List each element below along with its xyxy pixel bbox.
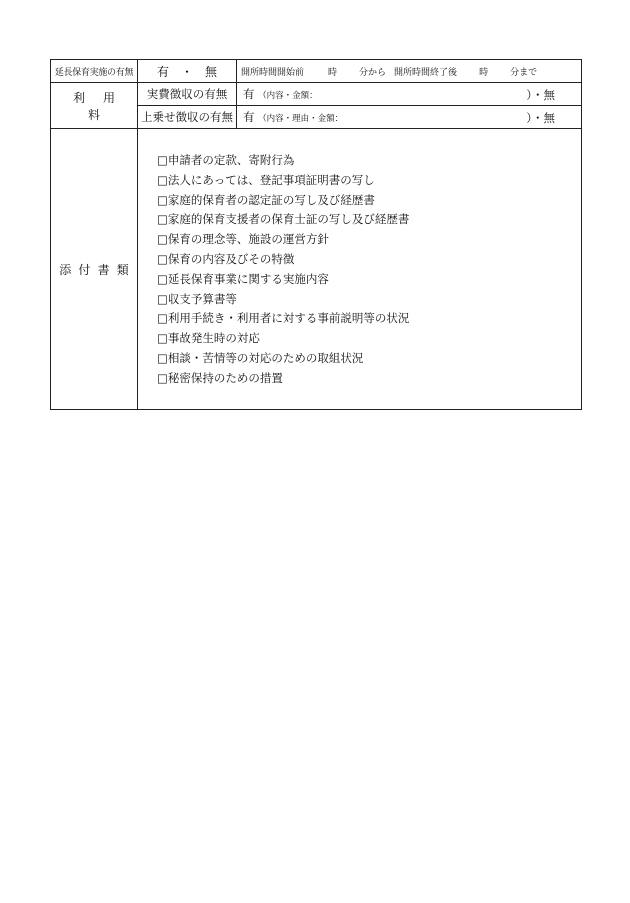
attachment-item-label: 収支予算書等	[167, 291, 237, 306]
fee-sub-label: 上乗せ徴収の有無	[138, 106, 237, 129]
from-text: 分から	[359, 67, 387, 78]
fee-tail-no[interactable]: ）・無	[526, 88, 555, 102]
usage-fee-label: 利用料	[51, 83, 138, 129]
extended-care-label: 延長保育実施の有無	[51, 60, 138, 83]
attachment-item[interactable]	[157, 290, 581, 310]
attachment-item[interactable]	[157, 191, 581, 211]
after-close-text: 開所時間終了後	[394, 67, 458, 78]
attachment-item-label: 相談・苦情等の対応のための取組状況	[167, 350, 364, 365]
checkbox-icon[interactable]: □	[157, 370, 168, 385]
fee-row-actual-cost	[51, 83, 582, 106]
checkbox-icon[interactable]: □	[157, 311, 168, 326]
extended-care-row	[51, 60, 582, 83]
checkbox-icon[interactable]: □	[157, 212, 168, 227]
fee-sub-label: 実費徴収の有無	[138, 83, 237, 106]
extended-care-hours	[237, 60, 582, 83]
attachment-item[interactable]	[157, 309, 581, 329]
checkbox-icon[interactable]: □	[157, 350, 168, 365]
checkbox-icon[interactable]: □	[157, 331, 168, 346]
attachment-item[interactable]	[157, 270, 581, 290]
application-form-table	[50, 59, 582, 410]
hour-unit-1: 時	[328, 67, 338, 78]
fee-yes-text[interactable]: 有	[243, 87, 255, 101]
checkbox-icon[interactable]: □	[157, 271, 168, 286]
checkbox-icon[interactable]: □	[157, 192, 168, 207]
checkbox-icon[interactable]: □	[157, 291, 168, 306]
attachment-item-label: 事故発生時の対応	[167, 331, 260, 346]
fee-yes-text[interactable]: 有	[243, 110, 255, 124]
attachment-item[interactable]	[157, 171, 581, 191]
checkbox-icon[interactable]: □	[157, 153, 168, 167]
fee-note: （内容・理由・金額：	[258, 114, 344, 124]
attachments-label: 添付書類	[51, 129, 138, 410]
fee-note: （内容・金額：	[258, 91, 318, 101]
before-open-text: 開所時間開始前	[241, 67, 305, 78]
attachment-item-label: 保育の理念等、施設の運営方針	[167, 232, 329, 247]
fee-tail-no[interactable]: ）・無	[526, 111, 555, 125]
hour-unit-2: 時	[479, 67, 489, 78]
extended-care-yes-no[interactable]: 有 ・ 無	[138, 60, 237, 83]
attachment-item[interactable]	[157, 349, 581, 369]
until-text: 分まで	[510, 67, 538, 78]
checkbox-icon[interactable]: □	[157, 232, 168, 247]
attachment-item[interactable]	[157, 250, 581, 270]
attachment-item-label: 家庭的保育支援者の保育士証の写し及び経歴書	[167, 212, 410, 227]
attachment-item-label: 申請者の定款、寄附行為	[167, 153, 295, 167]
fee-value	[237, 83, 582, 106]
attachment-item-label: 家庭的保育者の認定証の写し及び経歴書	[167, 192, 375, 207]
checkbox-icon[interactable]: □	[157, 172, 168, 187]
attachment-item-label: 保育の内容及びその特徴	[167, 251, 295, 266]
attachment-item[interactable]	[157, 151, 581, 171]
attachment-item-label: 延長保育事業に関する実施内容	[167, 271, 329, 286]
attachments-list-cell	[138, 129, 582, 410]
attachment-item[interactable]	[157, 230, 581, 250]
fee-value	[237, 106, 582, 129]
attachment-item[interactable]	[157, 210, 581, 230]
attachment-item[interactable]	[157, 369, 581, 389]
checkbox-icon[interactable]: □	[157, 251, 168, 266]
attachment-item-label: 法人にあっては、登記事項証明書の写し	[167, 172, 375, 187]
attachments-list	[157, 151, 581, 389]
attachment-item[interactable]	[157, 329, 581, 349]
attachment-item-label: 利用手続き・利用者に対する事前説明等の状況	[167, 311, 410, 326]
attachment-item-label: 秘密保持のための措置	[167, 370, 283, 385]
attachments-row	[51, 129, 582, 410]
